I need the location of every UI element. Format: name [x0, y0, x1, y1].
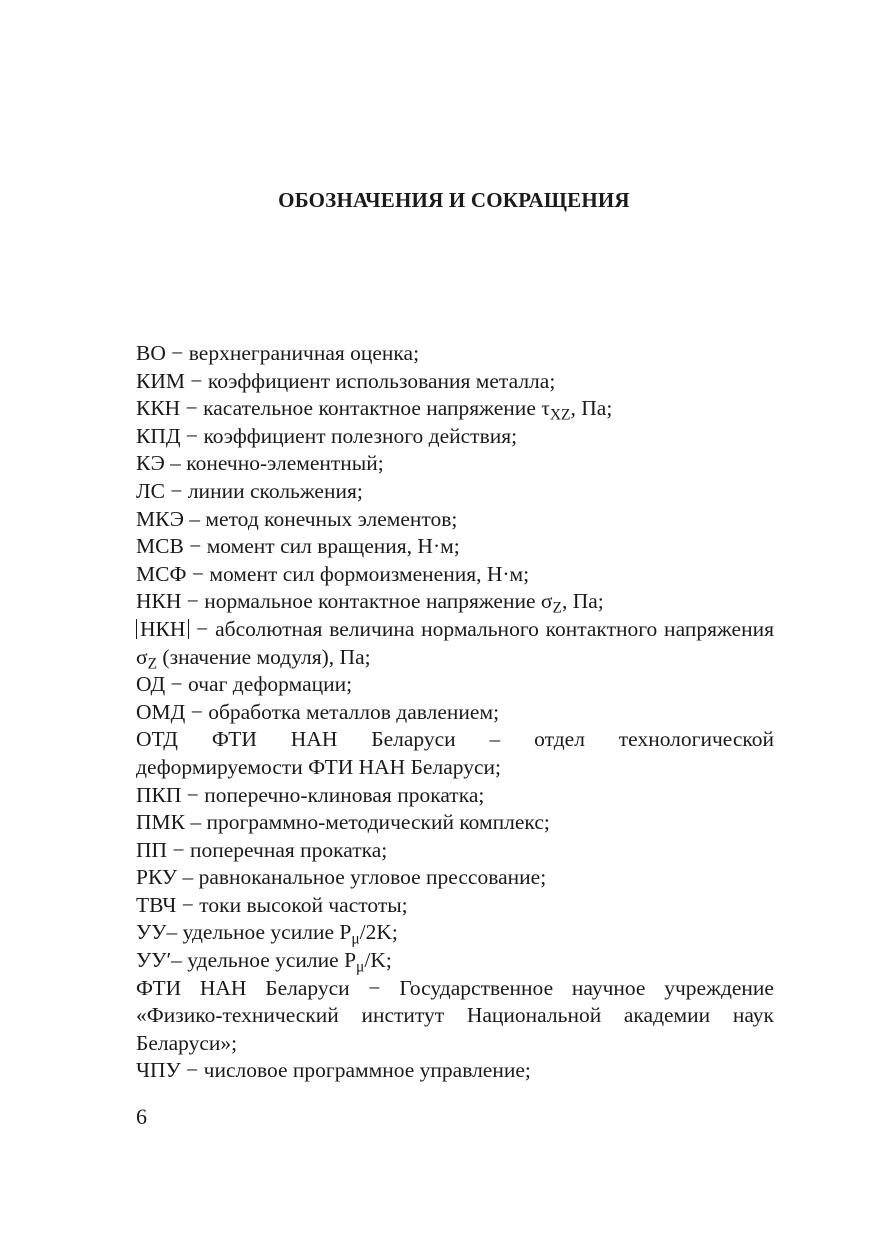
abbreviation: МКЭ: [136, 506, 184, 531]
abbreviation: МСФ: [136, 561, 187, 586]
abbreviation-list: [136, 340, 774, 1085]
definition: удельное усилие $P_\mu/K$;: [187, 948, 392, 976]
definition: коэффициент полезного действия;: [203, 423, 518, 448]
list-item: ОД − очаг деформации;: [136, 672, 353, 697]
abbreviation: ЛС: [136, 478, 165, 503]
definition: токи высокой частоты;: [199, 892, 408, 917]
definition: верхнеграничная оценка;: [188, 341, 420, 365]
abbreviation: ПКП: [136, 782, 182, 807]
list-item: УУ– удельное усилие $P_\mu/2K$;: [136, 920, 398, 948]
abbreviation: ПП: [136, 837, 168, 862]
abbreviation: КЭ: [136, 451, 165, 476]
list-item: ЛС − линии скольжения;: [136, 478, 363, 503]
definition: момент сил формоизменения, Н·м;: [209, 561, 530, 586]
list-item: ВО − верхнеграничная оценка;: [136, 341, 420, 365]
list-item: МКЭ – метод конечных элементов;: [136, 506, 458, 531]
list-item: МСФ − момент сил формоизменения, Н·м;: [136, 561, 530, 586]
abbreviation: МСВ: [136, 534, 184, 559]
definition: равноканальное угловое прессование;: [198, 865, 547, 890]
definition: момент сил вращения, Н·м;: [206, 534, 460, 559]
definition: обработка металлов давлением;: [208, 699, 500, 724]
abbreviation: УУ: [136, 920, 167, 945]
list-item: МСВ − момент сил вращения, Н·м;: [136, 534, 460, 559]
definition: коэффициент использования металла;: [207, 368, 556, 393]
definition: абсолютная величина нормального контактного напряжения $\sigma_Z$ (значение модуля), Па;: [136, 616, 774, 672]
definition: Государственное научное учреждение «Физико-технический институт Национальной академии наук Беларуси»;: [136, 975, 774, 1055]
definition: линии скольжения;: [187, 478, 363, 503]
definition: метод конечных элементов;: [205, 506, 458, 531]
abbreviation: КПД: [136, 423, 181, 448]
abbreviation: ОМД: [136, 699, 186, 724]
definition: поперечная прокатка;: [189, 837, 388, 862]
list-item: КПД − коэффициент полезного действия;: [136, 423, 518, 448]
list-item: РКУ – равноканальное угловое прессование;: [136, 865, 547, 890]
abbreviation: ОТД ФТИ НАН Беларуси: [136, 727, 456, 752]
list-item: ПМК – программно-методический комплекс;: [136, 810, 550, 835]
list-item: НКН − абсолютная величина нормального контактного напряжения $\sigma_Z$ (значение модуля), Па;: [136, 616, 774, 672]
list-item: ККН − касательное контактное напряжение $\tau_{XZ}$, Па;: [136, 396, 613, 424]
list-item: ФТИ НАН Беларуси − Государственное научное учреждение «Физико-технический институт Национальной академии наук Беларуси»;: [136, 975, 774, 1055]
abbreviation: УУ′: [136, 948, 172, 973]
definition: удельное усилие $P_\mu/2K$;: [182, 920, 398, 948]
abbreviation: ФТИ НАН Беларуси: [136, 975, 350, 1000]
list-item: ПП − поперечная прокатка;: [136, 837, 388, 862]
list-item: КИМ − коэффициент использования металла;: [136, 368, 556, 393]
abbreviation: ВО: [136, 341, 166, 365]
definition: программно-методический комплекс;: [206, 810, 550, 835]
page-title: ОБОЗНАЧЕНИЯ И СОКРАЩЕНИЯ: [278, 188, 630, 212]
abbreviation: ЧПУ: [136, 1058, 181, 1083]
abbreviation: НКН: [136, 589, 182, 614]
list-item: КЭ – конечно-элементный;: [136, 451, 384, 476]
list-item: НКН − нормальное контактное напряжение $\sigma_Z$, Па;: [136, 589, 604, 617]
abbreviation: ОД: [136, 672, 166, 697]
definition: нормальное контактное напряжение $\sigma_Z$, Па;: [204, 589, 604, 617]
definition: очаг деформации;: [188, 672, 353, 697]
list-item: УУ′– удельное усилие $P_\mu/K$;: [136, 948, 392, 976]
abbreviation: ТВЧ: [136, 892, 177, 917]
abbreviation: ККН: [136, 396, 181, 421]
list-item: ЧПУ − числовое программное управление;: [136, 1058, 531, 1083]
definition: отдел технологической деформируемости ФТИ НАН Беларуси;: [136, 727, 775, 779]
abbreviation: РКУ: [136, 865, 178, 890]
definition: конечно-элементный;: [186, 451, 384, 476]
page-number: 6: [136, 1104, 147, 1129]
list-item: ПКП − поперечно-клиновая прокатка;: [136, 782, 485, 807]
list-item: ОМД − обработка металлов давлением;: [136, 699, 500, 724]
list-item: ОТД ФТИ НАН Беларуси – отдел технологической деформируемости ФТИ НАН Беларуси;: [136, 727, 775, 779]
abbreviation: КИМ: [136, 368, 185, 393]
definition: касательное контактное напряжение $\tau_{XZ}$, Па;: [203, 396, 613, 424]
definition: числовое программное управление;: [203, 1058, 531, 1083]
abbreviation: ПМК: [136, 810, 185, 835]
list-item: ТВЧ − токи высокой частоты;: [136, 892, 408, 917]
definition: поперечно-клиновая прокатка;: [204, 782, 485, 807]
abbreviation-absolute-value: НКН: [136, 619, 189, 639]
